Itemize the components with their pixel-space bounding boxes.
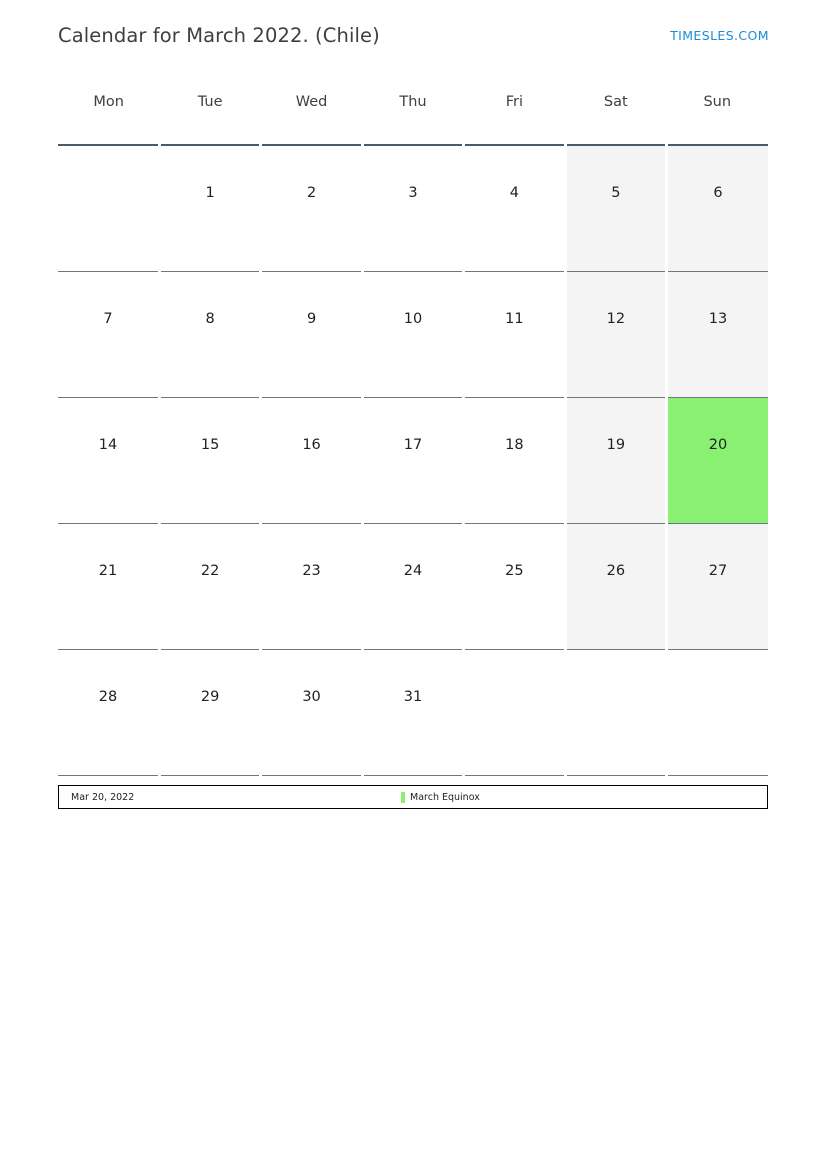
weekday-header-tue: Tue	[197, 94, 223, 110]
calendar-week-row	[58, 524, 768, 650]
calendar-day-cell[interactable]	[159, 650, 260, 776]
day-number	[58, 146, 158, 186]
calendar-day-cell[interactable]	[464, 145, 565, 272]
page-header	[58, 18, 769, 52]
day-number: 8	[205, 311, 215, 327]
day-number: 15	[200, 437, 220, 453]
day-number: 23	[302, 563, 321, 579]
day-number: 20	[708, 437, 728, 453]
day-number: 6	[713, 185, 723, 201]
day-number: 28	[98, 689, 118, 705]
calendar-day-cell[interactable]	[261, 272, 362, 398]
calendar-day-cell[interactable]	[362, 524, 463, 650]
day-number: 10	[403, 311, 423, 327]
day-number: 27	[708, 563, 728, 579]
calendar-day-cell[interactable]	[159, 524, 260, 650]
legend-date: Mar 20, 2022	[71, 791, 135, 803]
calendar-day-cell[interactable]	[362, 398, 463, 524]
calendar-day-cell[interactable]	[261, 524, 362, 650]
calendar-day-cell[interactable]	[362, 650, 463, 776]
weekday-header-thu: Thu	[399, 94, 427, 110]
day-number: 5	[611, 185, 621, 201]
calendar-day-cell[interactable]	[261, 650, 362, 776]
calendar-day-cell[interactable]	[565, 145, 666, 272]
day-number: 12	[606, 311, 626, 327]
legend-bar	[58, 785, 768, 809]
calendar-day-cell[interactable]	[159, 398, 260, 524]
calendar-day-cell[interactable]	[58, 524, 159, 650]
calendar-day-cell[interactable]	[159, 272, 260, 398]
calendar-day-cell[interactable]	[565, 398, 666, 524]
calendar-day-cell	[667, 650, 768, 776]
day-number: 22	[200, 563, 220, 579]
day-number: 9	[306, 311, 317, 327]
day-number: 7	[103, 311, 113, 327]
calendar-week-row	[58, 398, 768, 524]
calendar-day-cell[interactable]	[362, 272, 463, 398]
calendar-day-cell	[464, 650, 565, 776]
calendar-week-row	[58, 650, 768, 776]
calendar-day-cell[interactable]	[261, 398, 362, 524]
calendar-day-cell[interactable]	[58, 272, 159, 398]
day-number: 4	[509, 185, 520, 201]
day-number	[668, 650, 768, 690]
day-number: 29	[200, 689, 220, 705]
calendar-day-cell[interactable]	[565, 524, 666, 650]
day-number: 16	[302, 437, 321, 453]
day-number: 18	[505, 437, 524, 453]
site-brand-link[interactable]: TIMESLES.COM	[670, 27, 769, 43]
calendar-day-cell[interactable]	[362, 145, 463, 272]
calendar-day-cell[interactable]	[58, 398, 159, 524]
month-calendar	[58, 82, 768, 776]
day-number: 1	[205, 185, 215, 201]
weekday-header-wed: Wed	[295, 94, 328, 110]
day-number: 3	[408, 185, 418, 201]
day-number: 14	[98, 437, 118, 453]
day-number: 21	[98, 563, 118, 579]
weekday-header-row	[58, 82, 768, 145]
calendar-day-cell[interactable]	[667, 145, 768, 272]
day-number: 19	[606, 437, 626, 453]
legend-color-swatch	[401, 792, 405, 803]
day-number	[567, 650, 665, 690]
weekday-header-sat: Sat	[603, 94, 628, 110]
calendar-day-cell[interactable]	[464, 398, 565, 524]
calendar-body	[58, 145, 768, 776]
legend-event-label: March Equinox	[410, 791, 480, 803]
day-number: 30	[302, 689, 321, 705]
day-number: 2	[306, 185, 317, 201]
calendar-day-cell[interactable]	[667, 272, 768, 398]
calendar-week-row	[58, 272, 768, 398]
day-number: 13	[708, 311, 728, 327]
day-number	[465, 650, 563, 690]
calendar-day-cell[interactable]	[261, 145, 362, 272]
day-number: 11	[505, 311, 524, 327]
weekday-header-fri: Fri	[505, 94, 524, 110]
calendar-day-cell[interactable]	[464, 524, 565, 650]
calendar-day-cell[interactable]	[159, 145, 260, 272]
calendar-day-cell-highlighted[interactable]	[667, 398, 768, 524]
calendar-day-cell[interactable]	[464, 272, 565, 398]
weekday-header-mon: Mon	[93, 94, 124, 110]
day-number: 17	[403, 437, 423, 453]
weekday-header-sun: Sun	[703, 94, 732, 110]
day-number: 31	[403, 689, 423, 705]
calendar-day-cell	[565, 650, 666, 776]
calendar-day-cell[interactable]	[58, 650, 159, 776]
page-title: Calendar for March 2022. (Chile)	[58, 23, 380, 47]
calendar-day-cell[interactable]	[565, 272, 666, 398]
day-number: 26	[606, 563, 626, 579]
calendar-day-cell[interactable]	[667, 524, 768, 650]
calendar-week-row	[58, 145, 768, 272]
calendar-day-cell	[58, 145, 159, 272]
day-number: 25	[505, 563, 524, 579]
day-number: 24	[403, 563, 423, 579]
